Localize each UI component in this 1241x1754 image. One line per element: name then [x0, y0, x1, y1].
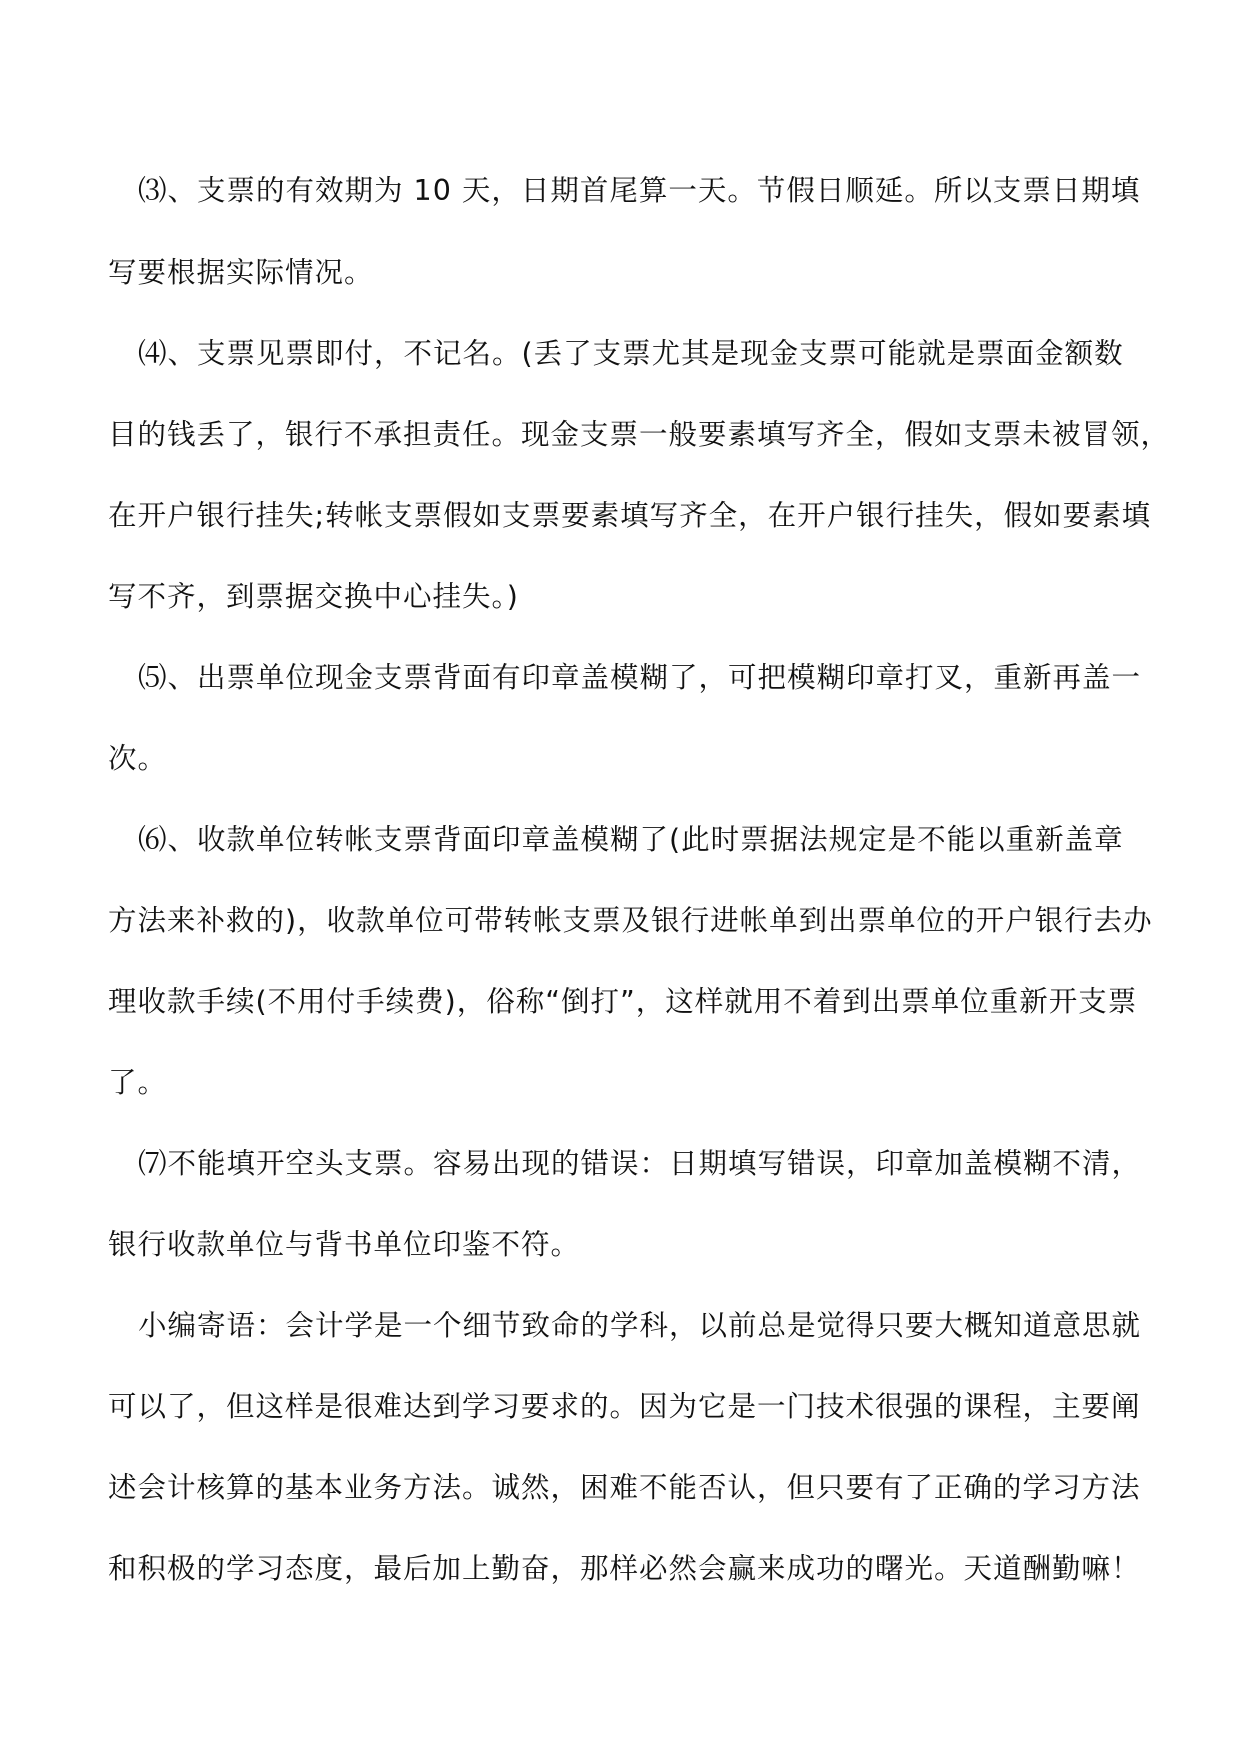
editor-note-line-2: 可以了，但这样是很难达到学习要求的。因为它是一门技术很强的课程，主要阐	[108, 1390, 1141, 1423]
paragraph-6-line-1: ⑹、收款单位转帐支票背面印章盖模糊了(此时票据法规定是不能以重新盖章	[138, 823, 1124, 856]
paragraph-6-line-3: 理收款手续(不用付手续费)，俗称“倒打”，这样就用不着到出票单位重新开支票	[108, 985, 1138, 1018]
paragraph-7-line-1: ⑺不能填开空头支票。容易出现的错误：日期填写错误，印章加盖模糊不清，	[138, 1147, 1142, 1180]
paragraph-6-line-2: 方法来补救的)，收款单位可带转帐支票及银行进帐单到出票单位的开户银行去办	[108, 904, 1153, 937]
editor-note-line-1: 小编寄语：会计学是一个细节致命的学科，以前总是觉得只要大概知道意思就	[138, 1309, 1142, 1342]
editor-note-line-4: 和积极的学习态度，最后加上勤奋，那样必然会赢来成功的曙光。天道酬勤嘛！	[108, 1552, 1141, 1585]
paragraph-4-line-4: 写不齐，到票据交换中心挂失。)	[108, 580, 519, 613]
paragraph-4-line-3: 在开户银行挂失;转帐支票假如支票要素填写齐全，在开户银行挂失，假如要素填	[108, 499, 1152, 532]
editor-note-line-3: 述会计核算的基本业务方法。诚然，困难不能否认，但只要有了正确的学习方法	[108, 1471, 1141, 1504]
paragraph-4-line-1: ⑷、支票见票即付，不记名。(丢了支票尤其是现金支票可能就是票面金额数	[138, 337, 1124, 370]
paragraph-5-line-1: ⑸、出票单位现金支票背面有印章盖模糊了，可把模糊印章打叉，重新再盖一	[138, 661, 1142, 694]
paragraph-6-line-4: 了。	[108, 1066, 168, 1099]
paragraph-3-line-1: ⑶、支票的有效期为 10 天，日期首尾算一天。节假日顺延。所以支票日期填	[138, 174, 1141, 207]
paragraph-4-line-2: 目的钱丢了，银行不承担责任。现金支票一般要素填写齐全，假如支票未被冒领，	[108, 418, 1171, 451]
paragraph-5-line-2: 次。	[108, 742, 168, 775]
paragraph-7-line-2: 银行收款单位与背书单位印鉴不符。	[108, 1228, 581, 1261]
paragraph-3-line-2: 写要根据实际情况。	[108, 256, 374, 289]
